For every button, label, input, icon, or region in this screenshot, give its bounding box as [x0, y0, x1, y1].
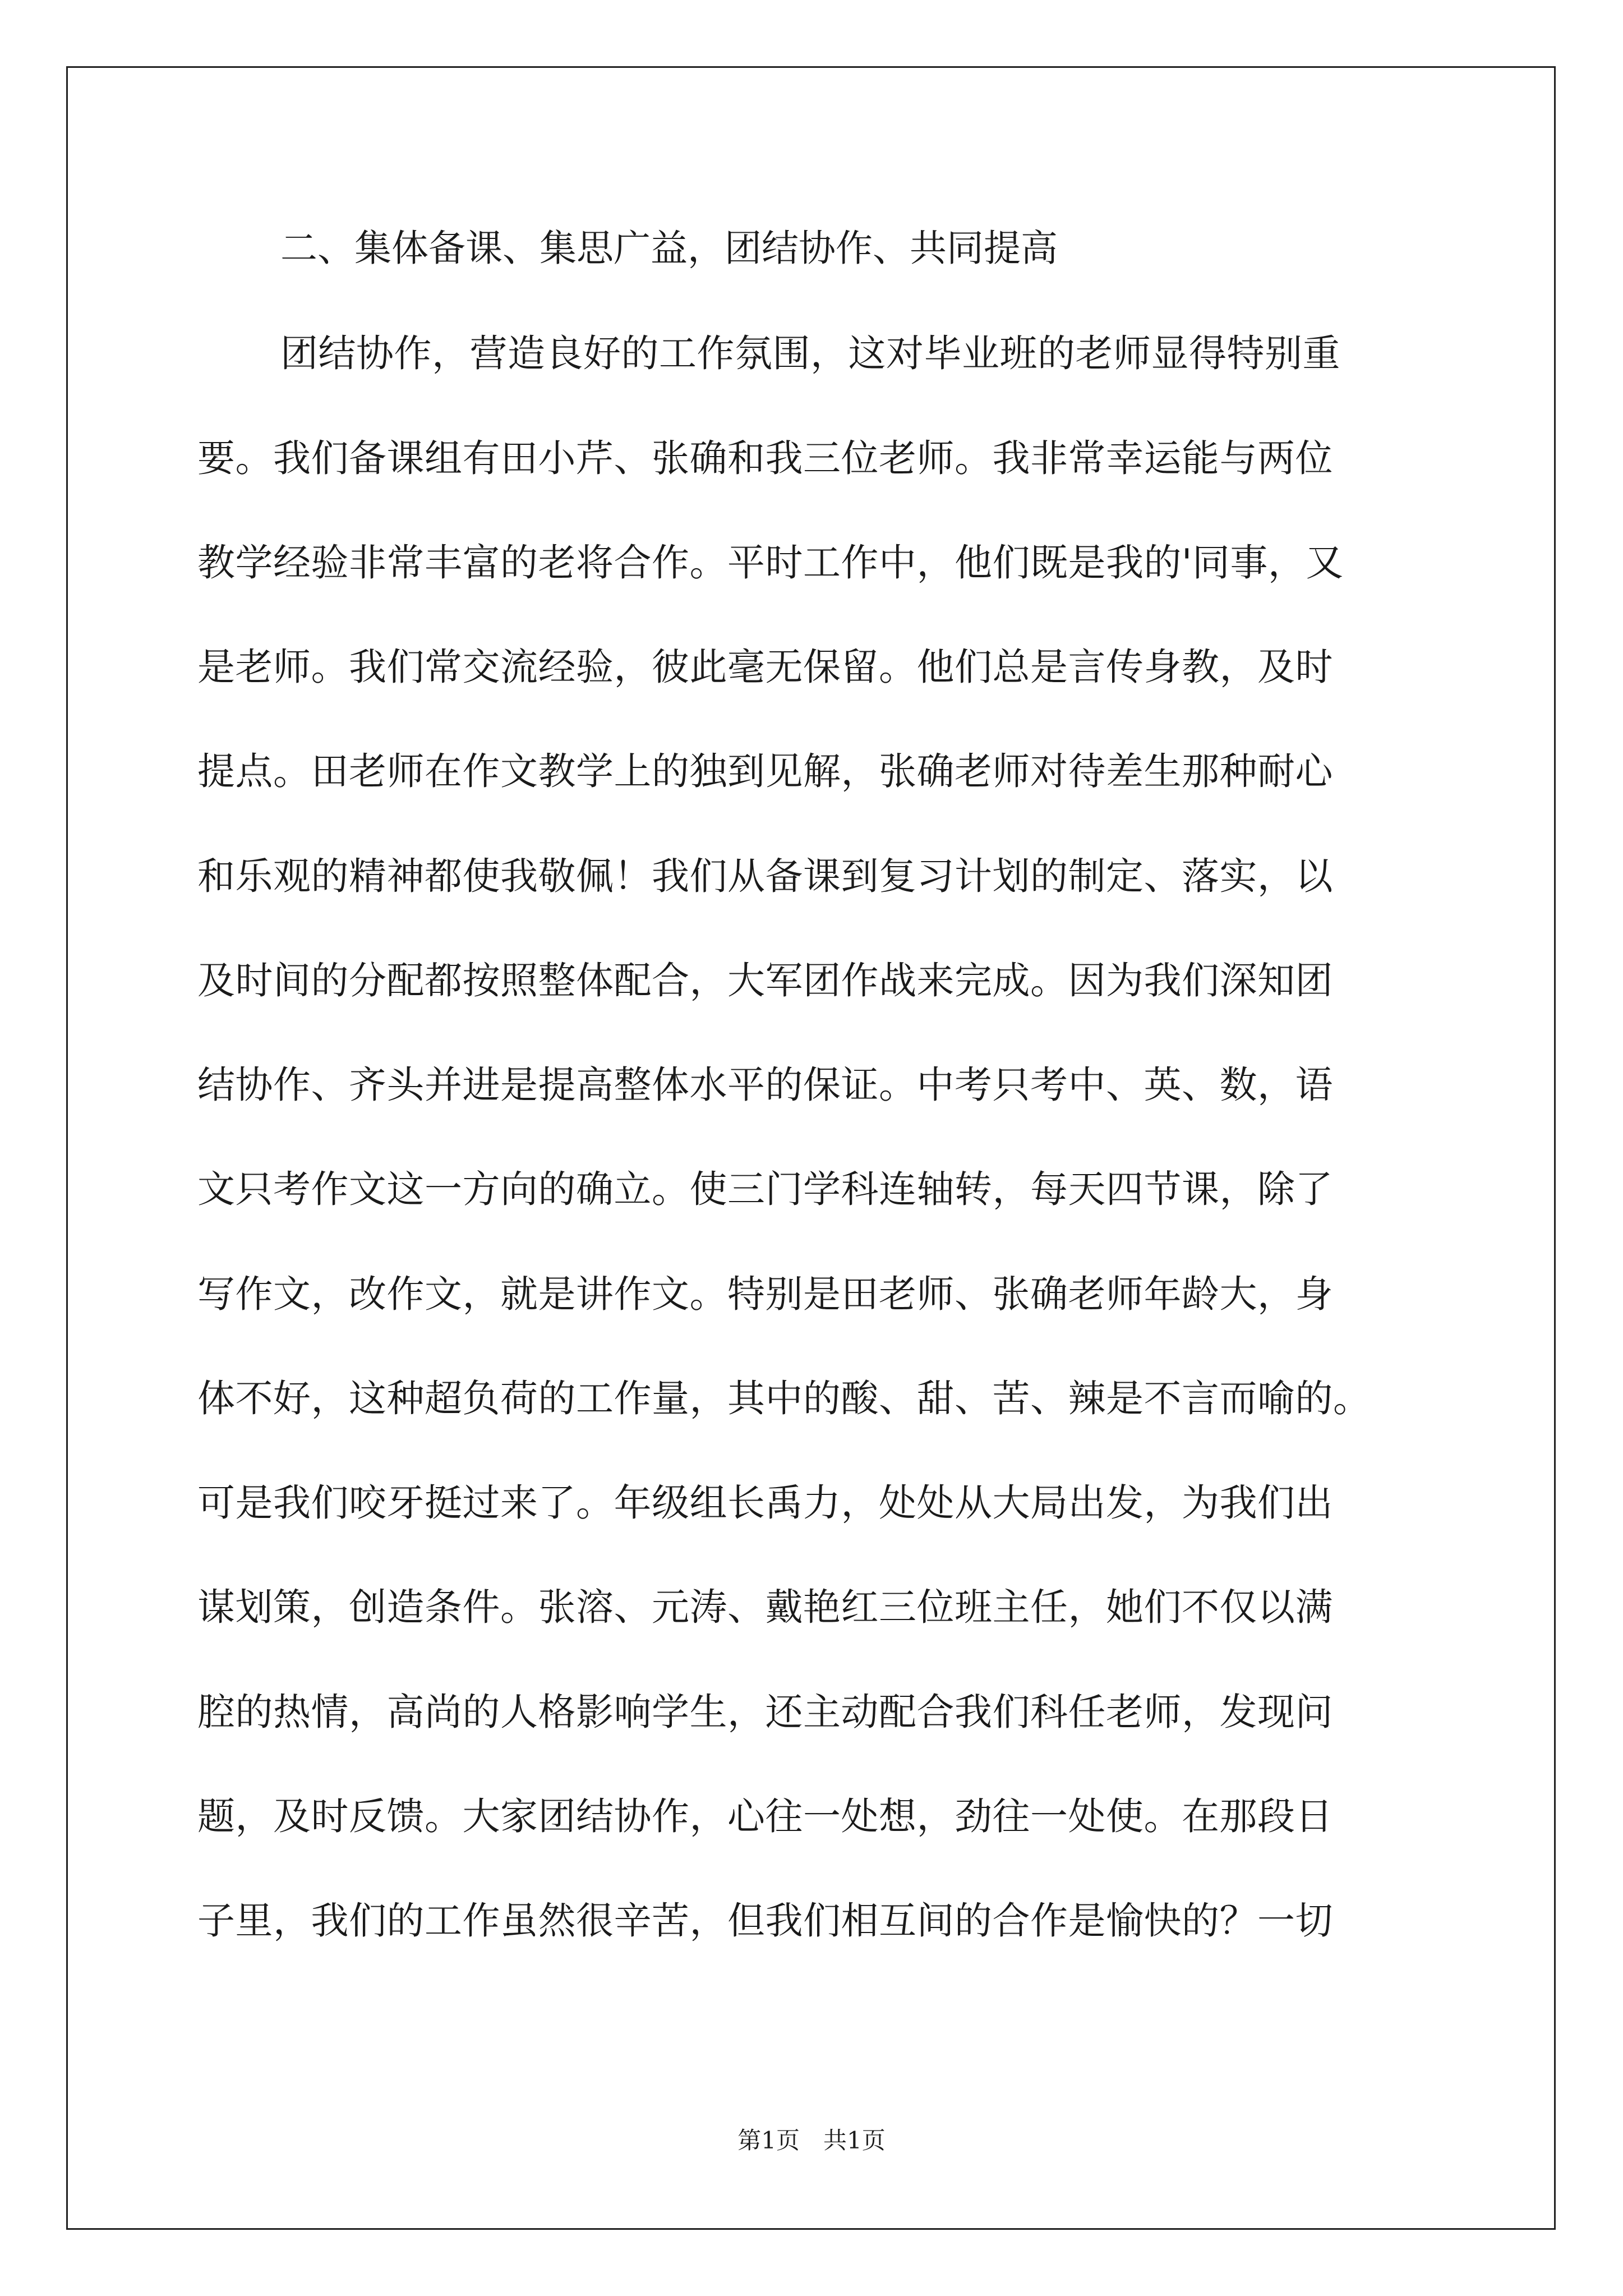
paragraph-line: 提点。田老师在作文教学上的独到见解，张确老师对待差生那种耐心 — [197, 749, 1333, 793]
paragraph-line: 腔的热情，高尚的人格影响学生，还主动配合我们科任老师，发现问 — [197, 1690, 1333, 1734]
paragraph-line: 教学经验非常丰富的老将合作。平时工作中，他们既是我的'同事，又 — [197, 541, 1344, 585]
paragraph-line: 文只考作文这一方向的确立。使三门学科连轴转，每天四节课，除了 — [197, 1167, 1333, 1211]
paragraph-line: 结协作、齐头并进是提高整体水平的保证。中考只考中、英、数，语 — [197, 1063, 1333, 1107]
paragraph-line: 写作文，改作文，就是讲作文。特别是田老师、张确老师年龄大，身 — [197, 1272, 1333, 1316]
paragraph-line: 体不好，这种超负荷的工作量，其中的酸、甜、苦、辣是不言而喻的。 — [197, 1377, 1371, 1420]
paragraph-line: 和乐观的精神都使我敬佩！我们从备课到复习计划的制定、落实，以 — [197, 854, 1333, 898]
section-heading: 二、集体备课、集思广益，团结协作、共同提高 — [280, 227, 1058, 270]
paragraph-line: 要。我们备课组有田小芹、张确和我三位老师。我非常幸运能与两位 — [197, 436, 1333, 480]
paragraph-line: 及时间的分配都按照整体配合，大军团作战来完成。因为我们深知团 — [197, 959, 1333, 1002]
paragraph-line: 团结协作，营造良好的工作氛围，这对毕业班的老师显得特别重 — [280, 332, 1340, 375]
paragraph-line: 可是我们咬牙挺过来了。年级组长禹力，处处从大局出发，为我们出 — [197, 1481, 1333, 1525]
paragraph-line: 谋划策，创造条件。张溶、元涛、戴艳红三位班主任，她们不仅以满 — [197, 1585, 1333, 1629]
paragraph-line: 子里，我们的工作虽然很辛苦，但我们相互间的合作是愉快的？一切 — [197, 1899, 1333, 1943]
page-number-footer: 第1页 共1页 — [737, 2127, 886, 2154]
paragraph-line: 题，及时反馈。大家团结协作，心往一处想，劲往一处使。在那段日 — [197, 1795, 1333, 1838]
paragraph-line: 是老师。我们常交流经验，彼此毫无保留。他们总是言传身教，及时 — [197, 645, 1333, 689]
